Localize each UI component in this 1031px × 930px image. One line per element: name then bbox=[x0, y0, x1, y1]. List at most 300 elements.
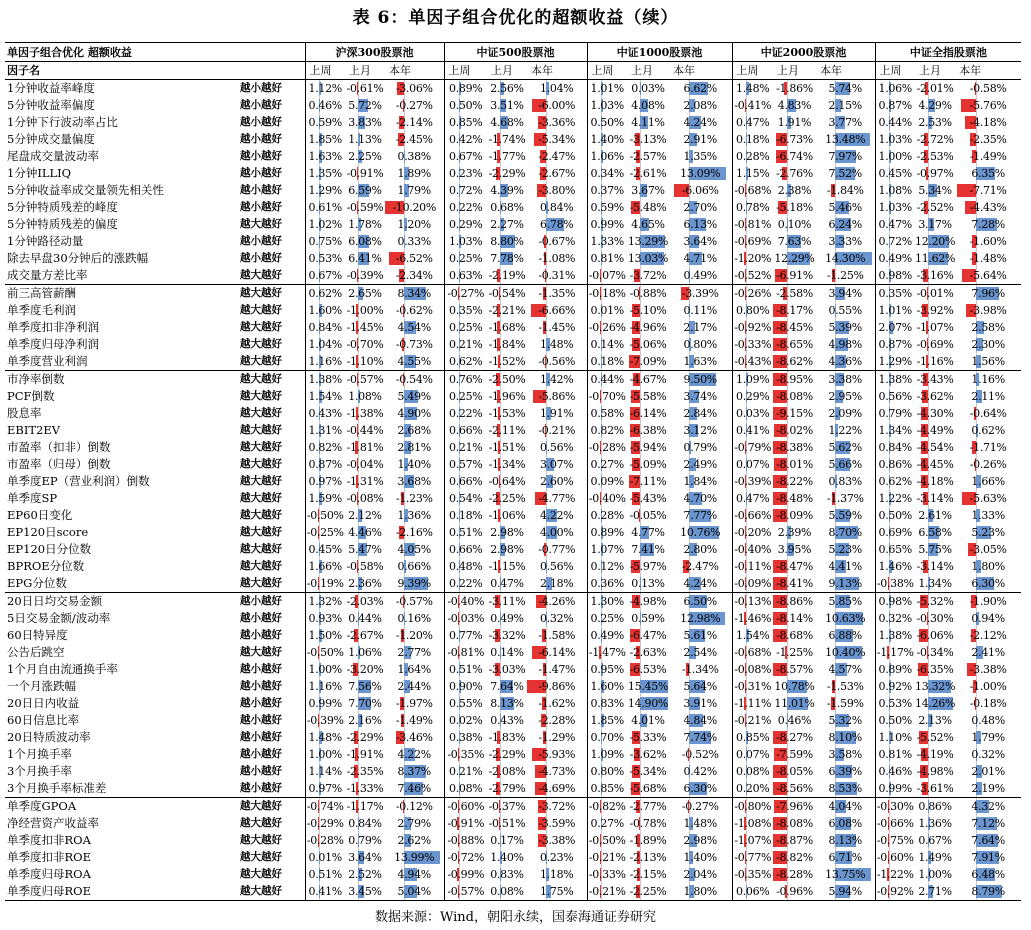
return-cell bbox=[732, 371, 773, 389]
return-cell bbox=[587, 815, 627, 832]
return-cell bbox=[527, 866, 587, 883]
return-cell bbox=[345, 336, 385, 353]
return-value: 0.35% bbox=[878, 287, 912, 300]
return-value: 4.41% bbox=[828, 560, 862, 573]
return-cell bbox=[627, 388, 669, 405]
return-value: -5.52% bbox=[916, 731, 954, 744]
return-cell bbox=[527, 422, 587, 439]
return-value: 4.55% bbox=[397, 355, 431, 368]
return-cell bbox=[385, 746, 444, 763]
return-value: 4.90% bbox=[397, 407, 431, 420]
return-value: 1.84% bbox=[683, 475, 717, 488]
return-cell bbox=[444, 866, 487, 883]
return-value: 3.51% bbox=[490, 99, 524, 112]
return-value: 1.79% bbox=[971, 731, 1005, 744]
return-cell bbox=[305, 678, 345, 695]
return-value: -6.52% bbox=[395, 252, 433, 265]
return-cell bbox=[955, 849, 1021, 866]
return-value: -0.57% bbox=[346, 373, 384, 386]
return-cell bbox=[587, 199, 627, 216]
return-cell bbox=[385, 97, 444, 114]
return-value: -0.27% bbox=[395, 99, 433, 112]
return-value: -2.57% bbox=[629, 150, 667, 163]
return-cell bbox=[915, 729, 955, 746]
return-cell bbox=[773, 285, 816, 303]
return-value: -9.15% bbox=[776, 407, 813, 420]
return-value: -2.08% bbox=[488, 765, 526, 778]
return-cell bbox=[587, 593, 627, 611]
return-cell bbox=[527, 473, 587, 490]
return-cell bbox=[669, 524, 732, 541]
return-value: -2.50% bbox=[488, 373, 526, 386]
return-value: -2.61% bbox=[629, 167, 667, 180]
return-cell bbox=[527, 250, 587, 267]
return-cell bbox=[669, 558, 732, 575]
return-value: 14.30% bbox=[825, 252, 866, 265]
return-cell bbox=[669, 815, 732, 832]
return-cell bbox=[669, 780, 732, 798]
return-value: 0.36% bbox=[590, 577, 624, 590]
return-value: 0.21% bbox=[449, 338, 483, 351]
table-row bbox=[5, 798, 1021, 816]
return-value: 0.56% bbox=[540, 560, 574, 573]
return-value: 1.40% bbox=[397, 458, 431, 471]
return-value: 4.65% bbox=[631, 218, 665, 231]
return-cell bbox=[955, 388, 1021, 405]
return-value: -2.19% bbox=[488, 269, 526, 282]
factor-direction: 越大越好 bbox=[240, 851, 282, 863]
return-value: -2.25% bbox=[629, 885, 667, 898]
return-cell bbox=[527, 849, 587, 866]
return-value: 3.38% bbox=[828, 373, 862, 386]
return-cell bbox=[627, 541, 669, 558]
period-header: 上月 bbox=[627, 62, 669, 80]
return-value: 0.77% bbox=[449, 629, 483, 642]
return-cell bbox=[875, 473, 915, 490]
return-cell bbox=[669, 216, 732, 233]
return-value: 0.12% bbox=[590, 560, 624, 573]
return-cell bbox=[669, 661, 732, 678]
return-cell bbox=[955, 678, 1021, 695]
return-value: 0.99% bbox=[308, 697, 342, 710]
return-cell bbox=[527, 729, 587, 746]
table-row bbox=[5, 439, 1021, 456]
return-cell bbox=[444, 285, 487, 303]
return-value: 0.50% bbox=[878, 509, 912, 522]
return-cell bbox=[385, 610, 444, 627]
return-cell bbox=[955, 97, 1021, 114]
return-value: 0.70% bbox=[590, 731, 624, 744]
return-value: 4.04% bbox=[828, 800, 862, 813]
return-cell bbox=[915, 182, 955, 199]
return-value: 1.09% bbox=[736, 373, 770, 386]
return-value: -3.43% bbox=[916, 373, 954, 386]
return-value: -2.11% bbox=[488, 424, 526, 437]
return-cell bbox=[732, 148, 773, 165]
return-value: -8.68% bbox=[776, 629, 813, 642]
return-cell bbox=[587, 114, 627, 131]
return-value: 1.50% bbox=[308, 629, 342, 642]
return-cell bbox=[875, 866, 915, 883]
return-value: 6.08% bbox=[828, 817, 862, 830]
return-cell bbox=[587, 883, 627, 901]
return-cell bbox=[305, 524, 345, 541]
return-value: -8.86% bbox=[776, 595, 813, 608]
return-cell bbox=[669, 763, 732, 780]
return-cell bbox=[487, 849, 527, 866]
return-cell bbox=[955, 780, 1021, 798]
factor-direction: 越大越好 bbox=[240, 441, 282, 453]
return-value: -0.29% bbox=[306, 817, 344, 830]
return-cell bbox=[915, 439, 955, 456]
return-cell bbox=[444, 148, 487, 165]
factor-name: 5分钟特质残差的偏度 bbox=[7, 217, 118, 231]
return-cell bbox=[345, 798, 385, 816]
return-value: -7.96% bbox=[776, 800, 813, 813]
return-cell bbox=[487, 267, 527, 285]
return-cell bbox=[587, 439, 627, 456]
return-value: -6.47% bbox=[629, 629, 667, 642]
return-cell bbox=[669, 302, 732, 319]
return-cell bbox=[627, 148, 669, 165]
return-value: -0.39% bbox=[306, 714, 344, 727]
return-cell bbox=[732, 131, 773, 148]
return-value: 5.39% bbox=[828, 321, 862, 334]
return-value: 0.58% bbox=[590, 407, 624, 420]
return-cell bbox=[732, 336, 773, 353]
return-cell bbox=[915, 524, 955, 541]
return-cell bbox=[487, 114, 527, 131]
return-cell bbox=[816, 371, 875, 389]
return-value: -9.86% bbox=[538, 680, 576, 693]
return-cell bbox=[587, 507, 627, 524]
return-value: 0.43% bbox=[490, 714, 524, 727]
return-cell bbox=[345, 388, 385, 405]
return-value: 0.79% bbox=[878, 407, 912, 420]
return-value: -1.81% bbox=[346, 441, 384, 454]
return-value: 4.46% bbox=[348, 526, 382, 539]
return-value: -2.47% bbox=[681, 560, 719, 573]
return-value: 1.35% bbox=[683, 150, 717, 163]
return-value: 6.08% bbox=[348, 235, 382, 248]
factor-direction: 越小越好 bbox=[240, 697, 282, 709]
return-value: 5.72% bbox=[348, 99, 382, 112]
return-cell bbox=[487, 97, 527, 114]
return-cell bbox=[627, 849, 669, 866]
return-value: 0.49% bbox=[590, 629, 624, 642]
return-value: 0.72% bbox=[878, 235, 912, 248]
return-cell bbox=[487, 763, 527, 780]
return-cell bbox=[385, 473, 444, 490]
return-cell bbox=[345, 439, 385, 456]
return-value: -6.91% bbox=[776, 269, 813, 282]
return-cell bbox=[527, 832, 587, 849]
return-cell bbox=[487, 182, 527, 199]
return-value: 0.81% bbox=[590, 252, 624, 265]
table-row bbox=[5, 593, 1021, 611]
return-value: 7.52% bbox=[828, 167, 862, 180]
return-value: -4.18% bbox=[916, 475, 954, 488]
return-cell bbox=[385, 353, 444, 371]
return-cell bbox=[816, 678, 875, 695]
return-value: -0.21% bbox=[734, 714, 772, 727]
return-value: -0.50% bbox=[588, 834, 626, 847]
return-value: -1.90% bbox=[969, 595, 1007, 608]
table-row bbox=[5, 610, 1021, 627]
return-cell bbox=[773, 763, 816, 780]
return-cell bbox=[385, 849, 444, 866]
return-cell bbox=[915, 267, 955, 285]
return-cell bbox=[487, 627, 527, 644]
return-value: -3.11% bbox=[488, 595, 526, 608]
return-cell bbox=[587, 319, 627, 336]
return-value: 0.49% bbox=[878, 252, 912, 265]
return-value: -1.08% bbox=[538, 252, 576, 265]
return-cell bbox=[773, 336, 816, 353]
return-cell bbox=[487, 131, 527, 148]
factor-name: 20日日内收益 bbox=[7, 696, 80, 710]
return-cell bbox=[385, 336, 444, 353]
return-cell bbox=[773, 524, 816, 541]
return-value: 13.03% bbox=[627, 252, 669, 265]
return-cell bbox=[915, 388, 955, 405]
return-cell bbox=[587, 422, 627, 439]
table-row bbox=[5, 541, 1021, 558]
return-value: 5.85% bbox=[828, 595, 862, 608]
return-cell bbox=[732, 199, 773, 216]
return-value: 1.09% bbox=[590, 748, 624, 761]
return-cell bbox=[732, 319, 773, 336]
factor-direction: 越大越好 bbox=[240, 355, 282, 367]
factor-name: 单季度扣非ROA bbox=[7, 833, 91, 847]
return-value: 2.17% bbox=[683, 321, 717, 334]
return-value: 2.98% bbox=[683, 834, 717, 847]
return-cell bbox=[627, 233, 669, 250]
return-value: -0.92% bbox=[734, 321, 772, 334]
factor-direction: 越大越好 bbox=[240, 218, 282, 230]
return-cell bbox=[305, 490, 345, 507]
return-cell bbox=[875, 712, 915, 729]
factor-direction: 越大越好 bbox=[240, 646, 282, 658]
return-cell bbox=[587, 80, 627, 98]
factor-direction: 越小越好 bbox=[240, 133, 282, 145]
return-value: 1.06% bbox=[590, 150, 624, 163]
return-value: 1.06% bbox=[348, 646, 382, 659]
return-cell bbox=[444, 661, 487, 678]
return-value: 0.72% bbox=[449, 184, 483, 197]
return-value: 0.42% bbox=[683, 765, 717, 778]
factor-name: 单季度扣非ROE bbox=[7, 850, 91, 864]
table-row bbox=[5, 780, 1021, 798]
return-value: 6.58% bbox=[918, 526, 952, 539]
return-value: 2.13% bbox=[918, 714, 952, 727]
return-cell bbox=[444, 353, 487, 371]
return-value: 0.29% bbox=[449, 218, 483, 231]
return-value: 1.40% bbox=[490, 851, 524, 864]
factor-name: EPG分位数 bbox=[7, 576, 67, 590]
return-value: 8.37% bbox=[397, 765, 431, 778]
return-value: 1.00% bbox=[878, 150, 912, 163]
return-value: 5.34% bbox=[918, 184, 952, 197]
return-cell bbox=[627, 729, 669, 746]
return-cell bbox=[487, 661, 527, 678]
factor-name: 单季度EP（营业利润）倒数 bbox=[7, 474, 150, 488]
return-value: -0.43% bbox=[734, 355, 772, 368]
factor-col-header: 因子名 bbox=[5, 62, 305, 80]
return-cell bbox=[345, 250, 385, 267]
table-row bbox=[5, 267, 1021, 285]
return-value: 3.91% bbox=[683, 697, 717, 710]
return-value: -0.68% bbox=[734, 184, 772, 197]
return-cell bbox=[305, 507, 345, 524]
return-cell bbox=[385, 780, 444, 798]
table-row bbox=[5, 490, 1021, 507]
return-cell bbox=[527, 97, 587, 114]
return-value: 1.34% bbox=[878, 424, 912, 437]
return-value: 8.70% bbox=[828, 526, 862, 539]
return-value: -3.38% bbox=[969, 663, 1007, 676]
return-cell bbox=[627, 507, 669, 524]
return-cell bbox=[732, 815, 773, 832]
return-cell bbox=[385, 319, 444, 336]
return-value: 10.78% bbox=[774, 680, 815, 693]
return-cell bbox=[732, 490, 773, 507]
return-value: 5.49% bbox=[397, 390, 431, 403]
return-value: 1.64% bbox=[397, 663, 431, 676]
return-cell bbox=[773, 182, 816, 199]
return-value: 8.53% bbox=[828, 782, 862, 795]
return-value: 3.33% bbox=[828, 235, 862, 248]
factor-name: 20日日均交易金额 bbox=[5, 593, 240, 611]
return-cell bbox=[305, 593, 345, 611]
return-cell bbox=[627, 866, 669, 883]
return-cell bbox=[527, 114, 587, 131]
return-cell bbox=[527, 353, 587, 371]
return-cell bbox=[732, 712, 773, 729]
return-value: 3.12% bbox=[683, 424, 717, 437]
return-value: 0.62% bbox=[971, 424, 1005, 437]
return-cell bbox=[587, 473, 627, 490]
return-cell bbox=[915, 216, 955, 233]
return-cell bbox=[627, 661, 669, 678]
return-value: 0.25% bbox=[449, 252, 483, 265]
return-cell bbox=[955, 883, 1021, 901]
return-cell bbox=[955, 336, 1021, 353]
return-cell bbox=[669, 439, 732, 456]
return-cell bbox=[816, 353, 875, 371]
return-value: 7.97% bbox=[828, 150, 862, 163]
return-value: -1.59% bbox=[826, 697, 864, 710]
return-cell bbox=[915, 114, 955, 131]
return-value: 0.80% bbox=[683, 338, 717, 351]
return-value: 0.51% bbox=[449, 663, 483, 676]
return-cell bbox=[669, 729, 732, 746]
return-cell bbox=[732, 353, 773, 371]
return-cell bbox=[527, 267, 587, 285]
return-value: 1.33% bbox=[590, 235, 624, 248]
return-value: -2.21% bbox=[488, 304, 526, 317]
return-value: -0.61% bbox=[346, 82, 384, 95]
return-cell bbox=[487, 80, 527, 98]
table-row bbox=[5, 319, 1021, 336]
return-cell bbox=[487, 507, 527, 524]
return-cell bbox=[816, 695, 875, 712]
return-value: -8.27% bbox=[776, 731, 813, 744]
return-value: 0.86% bbox=[918, 800, 952, 813]
return-cell bbox=[587, 712, 627, 729]
return-cell bbox=[955, 712, 1021, 729]
period-header: 上月 bbox=[345, 62, 385, 80]
return-cell bbox=[444, 165, 487, 182]
table-row bbox=[5, 182, 1021, 199]
return-value: 0.80% bbox=[736, 304, 770, 317]
return-cell bbox=[875, 456, 915, 473]
return-cell bbox=[527, 405, 587, 422]
return-value: 2.11% bbox=[971, 390, 1005, 403]
return-cell bbox=[627, 336, 669, 353]
return-value: 0.44% bbox=[590, 373, 624, 386]
return-value: 0.75% bbox=[308, 235, 342, 248]
return-cell bbox=[345, 644, 385, 661]
return-value: 0.47% bbox=[736, 492, 770, 505]
return-value: 2.70% bbox=[683, 201, 717, 214]
return-cell bbox=[732, 593, 773, 611]
return-value: -3.46% bbox=[395, 731, 433, 744]
return-value: 1.89% bbox=[397, 167, 431, 180]
return-value: -1.20% bbox=[395, 629, 433, 642]
return-value: 1.91% bbox=[540, 407, 574, 420]
return-value: 2.52% bbox=[348, 868, 382, 881]
return-value: -0.34% bbox=[916, 646, 954, 659]
return-cell bbox=[627, 250, 669, 267]
return-value: 7.64% bbox=[971, 834, 1005, 847]
table-row bbox=[5, 285, 1021, 303]
return-value: -8.41% bbox=[776, 577, 813, 590]
return-value: 1.54% bbox=[308, 390, 342, 403]
return-cell bbox=[444, 883, 487, 901]
return-value: 3.94% bbox=[828, 287, 862, 300]
return-value: -1.71% bbox=[969, 441, 1007, 454]
return-cell bbox=[669, 353, 732, 371]
return-value: 3.17% bbox=[918, 218, 952, 231]
return-cell bbox=[587, 866, 627, 883]
return-cell bbox=[816, 148, 875, 165]
return-cell bbox=[527, 593, 587, 611]
return-value: 0.84% bbox=[540, 201, 574, 214]
return-value: 1.15% bbox=[736, 167, 770, 180]
return-cell bbox=[732, 473, 773, 490]
return-value: -2.63% bbox=[629, 646, 667, 659]
return-value: 1.02% bbox=[308, 218, 342, 231]
section-label: 单因子组合优化 超额收益 bbox=[5, 43, 305, 62]
return-value: 0.85% bbox=[449, 116, 483, 129]
return-cell bbox=[915, 80, 955, 98]
return-value: -0.91% bbox=[346, 167, 384, 180]
table-row bbox=[5, 302, 1021, 319]
return-value: 0.18% bbox=[590, 355, 624, 368]
return-cell bbox=[773, 456, 816, 473]
return-value: 2.30% bbox=[971, 338, 1005, 351]
return-cell bbox=[732, 405, 773, 422]
return-value: -0.77% bbox=[538, 543, 576, 556]
return-value: 0.47% bbox=[736, 116, 770, 129]
return-value: 1.36% bbox=[918, 817, 952, 830]
return-cell bbox=[915, 490, 955, 507]
return-cell bbox=[444, 216, 487, 233]
return-value: 5.62% bbox=[828, 441, 862, 454]
return-cell bbox=[444, 131, 487, 148]
return-cell bbox=[816, 439, 875, 456]
